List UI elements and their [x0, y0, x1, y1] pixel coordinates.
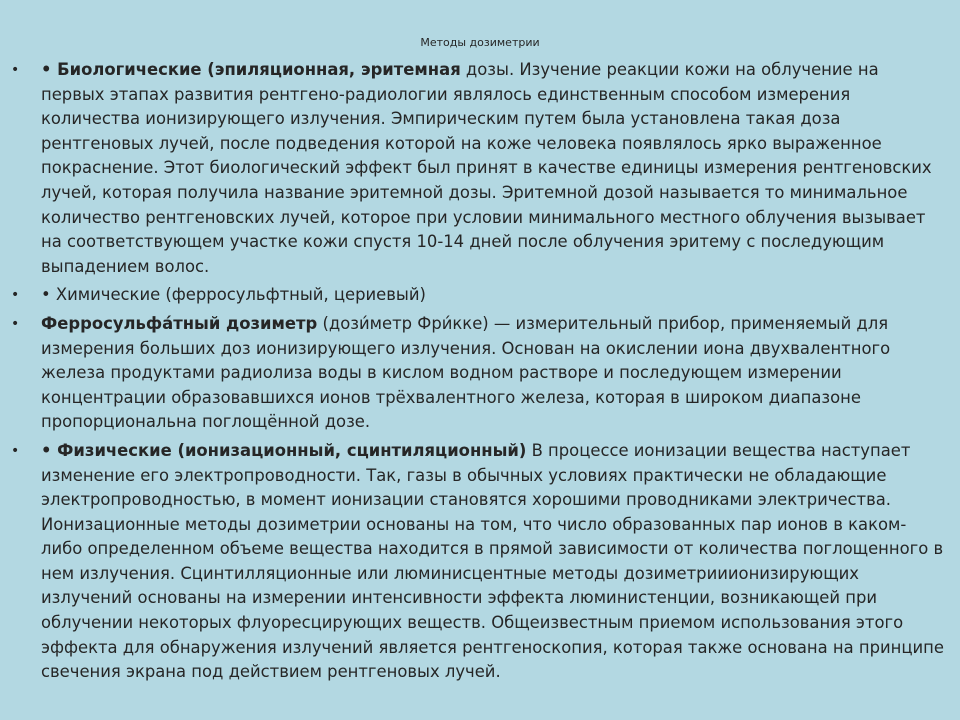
bullet-marker: • [11, 287, 20, 304]
bullet-text: дозы. Изучение реакции кожи на облучение на первых этапах развития рентгено-радиологии являлось единственным способом измерения количества ионизирующего излучения. Эмпирическим путем была установлена такая доза рентгеновых лучей, после подведения которой на коже человека появлялось ярко выраженное покраснение. Этот биологический эффект был принят в качестве единицы измерения рентгеновских лучей, которая получила название эритемной дозы. Эритемной дозой называется то минимальное количество рентгеновских лучей, которое при условии минимального местного облучения вызывает на соответствующем участке кожи спустя 10-14 дней после облучения эритему с последующим выпадением волос. [41, 60, 932, 276]
bullet-heading: Ферросульфа́тный дозиметр [41, 313, 318, 333]
bullet-heading: • Физические (ионизационный, сцинтиляционный) [41, 440, 527, 460]
bullet-marker: • [11, 62, 20, 78]
bullet-marker: • [11, 442, 20, 459]
bullet-item-chemical [0, 283, 960, 308]
bullet-heading: • Биологические (эпиляционная, эритемная [41, 60, 461, 79]
bullet-text: • Химические (ферросульфтный, цериевый) [41, 285, 426, 305]
bullet-item-ferrosulfate [0, 312, 960, 435]
bullet-item-biological [0, 58, 960, 279]
bullet-item-physical [0, 439, 960, 685]
bullet-text: (дози́метр Фри́кке) — измерительный прибор, применяемый для измерения больших доз ионизирующего излучения. Основан на окислении иона двухвалентного железа продуктами радиолиза воды в кислом водном растворе и последующем измерении концентрации образовавшихся ионов трёхвалентного железа, которая в широком диапазоне пропорциональна поглощённой дозе. [41, 313, 891, 432]
bullet-marker: • [11, 315, 20, 332]
bullet-list [0, 58, 960, 689]
slide-title: Методы дозиметрии [420, 36, 540, 49]
bullet-text: В процессе ионизации вещества наступает изменение его электропроводности. Так, газы в обычных условиях практически не обладающие электропроводностью, в момент ионизации становятся хорошими проводниками электричества. Ионизационные методы дозиметрии основаны на том, что число образованных пар ионов в каком-либо определенном объеме вещества находится в прямой зависимости от количества поглощенного в нем излучения. Сцинтилляционные или люминисцентные методы дозиметрииионизирующих излучений основаны на измерении интенсивности эффекта люминистенции, возникающей при облучении некоторых флуоресцирующих веществ. Общеизвестным приемом использования этого эффекта для обнаружения излучений является рентгеноскопия, которая также основана на принципе свечения экрана под действием рентгеновых лучей. [41, 440, 944, 682]
